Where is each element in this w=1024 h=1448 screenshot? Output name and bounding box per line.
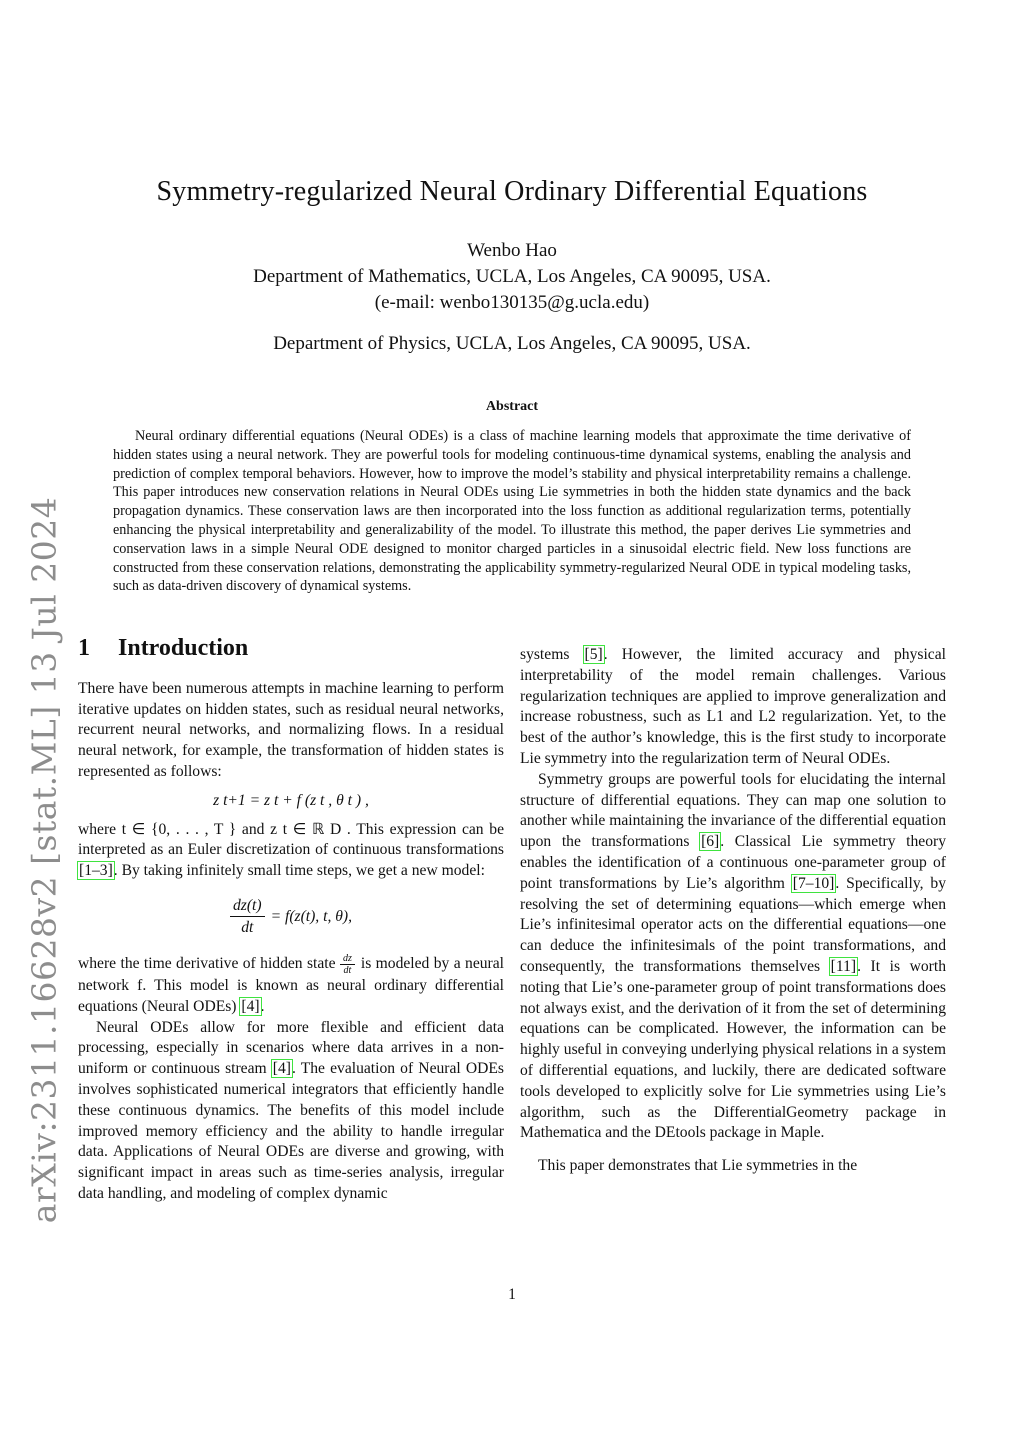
equation-numerator: dz(t) [230,896,265,917]
equation-neural-ode [78,896,504,939]
intro-paragraph-3-text-b: is modeled by a neural network f. This model is known as neural ordinary differential equations (Neural ODEs) [78,955,504,1015]
citation-5[interactable]: [5] [584,646,603,663]
paper-title: Symmetry-regularized Neural Ordinary Differential Equations [156,176,868,207]
intro-paragraph-2-text-b: . By taking infinitely small time steps, we get a new model: [113,862,485,880]
section-number: 1 [78,635,90,661]
left-column [78,635,504,1205]
intro-paragraph-4-text-a: Neural ODEs allow for more flexible and efficient data processing, especially in scenarios where data arrives in a non-uniform or continuous stream [78,1018,504,1078]
abstract-heading: Abstract [485,399,539,414]
arxiv-identifier-stamp: arXiv:2311.16628v2 [stat.ML] 13 Jul 2024 [24,496,64,1224]
section-title: Introduction [118,635,249,661]
right-paragraph-3: This paper demonstrates that Lie symmetries in the [538,1157,858,1175]
author-email: (e-mail: wenbo130135@g.ucla.edu) [374,292,650,313]
abstract-text: Neural ordinary differential equations (Neural ODEs) is a class of machine learning models that approximate the time derivative of hidden states using a neural network. They are powerful tools for modeling continuous-time dynamical systems, enabling the analysis and prediction of complex temporal behaviors. However, how to improve the model’s stability and physical interpretability remains a challenge. This paper introduces new conservation relations in Neural ODEs using Lie symmetries in both the hidden state dynamics and the back propagation dynamics. These conservation laws are then incorporated into the loss function as additional regularization terms, potentially enhancing the physical interpretability and generalizability of the model. To illustrate this method, the paper derives Lie symmetries and conservation laws in a simple Neural ODE designed to monitor charged particles in a sinusoidal electric field. New loss functions are constructed from these conservation relations, demonstrating the applicability symmetry-regularized Neural ODE in typical modeling tasks, such as data-driven discovery of dynamical systems. [113,428,911,595]
section-heading-introduction [78,635,504,661]
right-paragraph-1-text-a: systems [520,646,570,663]
right-paragraph-2-text-a: Symmetry groups are powerful tools for elucidating the internal structure of differential equations. They can map one solution to another while maintaining the invariance of the differential equation upon the transformations [520,770,946,851]
citation-1-3[interactable]: [1–3] [79,862,113,880]
inline-fraction-denominator: dt [343,964,352,976]
citation-7-10[interactable]: [7–10] [792,874,835,892]
right-paragraph-2 [520,770,946,1144]
intro-paragraph-3-text-c: . [260,997,265,1015]
right-paragraph-1-text-b: . However, the limited accuracy and physical interpretability of the model remain challenges. Various regularization techniques are applied to improve generalization and increase robustness, such as L1 and L2 regularization. Yet, to the best of the author’s knowledge, this is the first study to incorporate Lie symmetry into the regularization term of Neural ODEs. [520,646,946,767]
author-affiliation-physics: Department of Physics, UCLA, Los Angeles, CA 90095, USA. [273,333,751,354]
citation-4-second[interactable]: [4] [272,1060,291,1078]
right-paragraph-2-text-d: . It is worth noting that Lie’s one-parameter group of point transformations does not always exist, and the derivation of it from the set of determining equations can be complicated. However, the information can be highly useful in conveying underlying physical relations in a system of differential equations, and luckily, there are dedicated software tools developed to explicitly solve for Lie symmetries using Lie’s algorithm, such as the DifferentialGeometry package in Mathematica and the DEtools package in Maple. [520,957,946,1142]
equation-denominator: dt [241,918,254,936]
right-paragraph-2-text-c: . Specifically, by resolving the set of determining equations—which emerge when Lie’s infinitesimal operator acts on the differential equations—one can deduce the infinitesimals of the point transformations, and consequently, the transformations themselves [520,874,946,975]
equation-residual: z t+1 = z t + f (z t , θ t ) , [213,791,369,809]
right-paragraph-1 [520,645,946,770]
intro-paragraph-2 [78,820,504,882]
citation-6[interactable]: [6] [701,833,720,851]
author-name: Wenbo Hao [467,240,557,261]
inline-fraction-dz-dt [340,953,355,976]
page-number: 1 [508,1286,516,1303]
right-paragraph-2-text-b: . Classical Lie symmetry theory enables the identification of a continuous one-parameter group of point transformations by Lie’s algorithm [520,833,946,892]
citation-11[interactable]: [11] [830,957,857,975]
abstract-body [113,427,911,596]
intro-paragraph-3-text-a: where the time derivative of hidden state [78,955,336,973]
author-block [0,238,1024,316]
right-column [520,645,946,1177]
equation-rhs: = f(z(t), t, θ), [270,908,352,926]
intro-paragraph-3 [78,953,504,1018]
inline-fraction-numerator: dz [340,953,355,965]
citation-4[interactable]: [4] [241,997,260,1015]
author-affiliation-math: Department of Mathematics, UCLA, Los Angeles, CA 90095, USA. [253,266,771,287]
intro-paragraph-4-text-b: . The evaluation of Neural ODEs involves sophisticated numerical integrators that efficiently handle these continuous dynamics. The benefits of this model include improved memory efficiency and the ability to handle irregular data. Applications of Neural ODEs are diverse and growing, with significant impact in areas such as time-series analysis, irregular data handling, and modeling of complex dynamic [78,1060,504,1202]
intro-paragraph-1: There have been numerous attempts in machine learning to perform iterative updates on hidden states, such as residual neural networks, recurrent neural networks, and normalizing flows. In a residual neural network, for example, the transformation of hidden states is represented as follows: [78,679,504,780]
intro-paragraph-4 [78,1018,504,1205]
intro-paragraph-2-text-a: where t ∈ {0, . . . , T } and z t ∈ ℝ D . This expression can be interpreted as an Euler discretization of continuous transformations [78,820,504,859]
equation-neural-ode-fraction [230,896,265,939]
